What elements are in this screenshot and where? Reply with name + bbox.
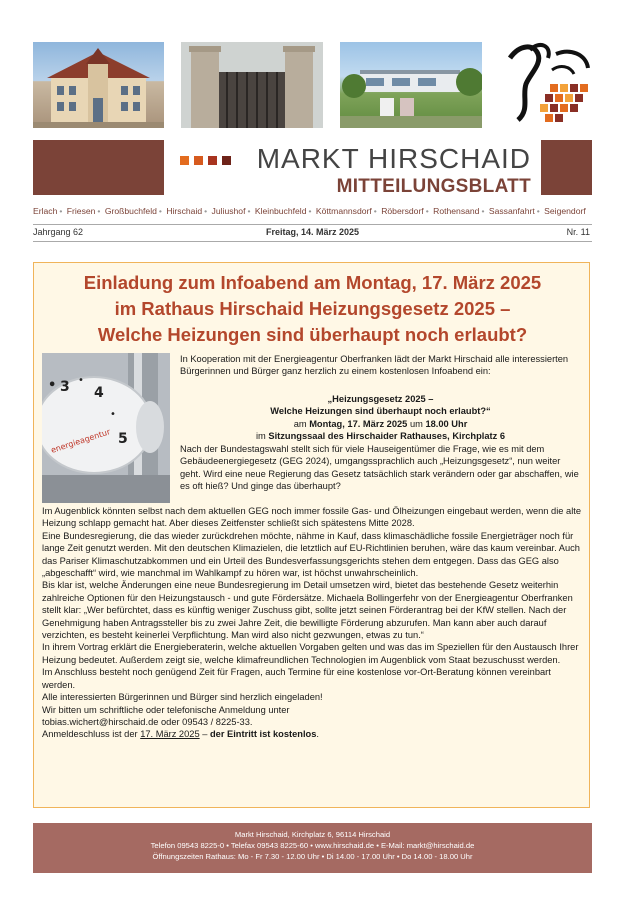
place: Köttmannsdorf [315, 206, 372, 216]
place: Sassanfahrt [488, 206, 535, 216]
place: Rothensand [433, 206, 480, 216]
svg-text:3: 3 [60, 379, 70, 395]
footer-address: Markt Hirschaid, Kirchplatz 6, 96114 Hirschaid [234, 830, 391, 839]
deadline-period: . [316, 729, 319, 740]
event-details [180, 393, 581, 443]
event-when [180, 418, 581, 430]
issue-number: Nr. 11 [566, 227, 590, 237]
photo-town-hall [33, 42, 164, 128]
event-time: 18.00 Uhr [425, 418, 468, 429]
headline-line: Welche Heizungen sind überhaupt noch erlaubt? [97, 324, 528, 345]
event-where-prefix: im [255, 431, 269, 442]
place: Juliushof [211, 206, 246, 216]
issue-info-row [33, 227, 592, 243]
place: Großbuchfeld [104, 206, 157, 216]
place: Kleinbuchfeld [254, 206, 307, 216]
deadline-line [42, 728, 581, 740]
svg-text:•: • [110, 409, 116, 420]
hirschaid-logo [500, 40, 592, 130]
places-list: Erlach • Friesen • Großbuchfeld • Hirschaid • Juliushof • Kleinbuchfeld • Köttmannsdorf • Röbersdorf • Rothensand • Sassanfahrt • Seigendorf [33, 206, 586, 216]
paragraph-1-text: Nach der Bundestagswahl stellt sich für viele Hauseigentümer die Frage, wie es mit dem Gebäudeenergiegesetz (GEG 2024), umgangssprachlich auch „Heizungsgesetz“, nun weiter geht. Wird eine neue Regierung das Gesetz tatsächlich stark verändern oder gar abschaffen, wie es oft hieß? Und ginge das überhaupt? [180, 444, 579, 492]
event-title-line-1: „Heizungsgesetz 2025 – [327, 394, 434, 404]
issue-date: Freitag, 14. März 2025 [265, 227, 360, 237]
intro-paragraph [180, 353, 581, 378]
contact-line: tobias.wichert@hirschaid.de oder 09543 / 8225-33. [42, 716, 253, 727]
headline-line: im Rathaus Hirschaid Heizungsgesetz 2025 – [114, 298, 511, 319]
deadline-free-entry: der Eintritt ist kostenlos [209, 729, 317, 740]
masthead-squares [180, 153, 235, 171]
masthead-title: MARKT HIRSCHAID [256, 143, 531, 174]
deadline-dash: – [199, 729, 210, 740]
paragraph-7: Alle interessierten Bürgerinnen und Bürger sind herzlich eingeladen! [42, 692, 323, 703]
place: Erlach [33, 206, 58, 216]
footer-contact [33, 823, 592, 873]
svg-text:•: • [48, 378, 57, 393]
headline-line: Einladung zum Infoabend am Montag, 17. März 2025 [83, 272, 542, 293]
deadline-prefix: Anmeldeschluss ist der [42, 729, 141, 740]
paragraph-3: Eine Bundesregierung, die das wieder zurückdrehen möchte, nähme in Kauf, dass klimaschädliche fossile Energieträger noch für lange Zeit genutzt werden. Mit den deutschen Klimazielen, die letztlich auf EU-Richtlinien beruhen, wäre das kaum vereinbar. Auch das Pariser Klimaschutzabkommen und ein Urteil des Bundesverfassungsgerichts stehen dem entgegen. Dass das GEG also „abgeschafft“ wird, wie manchmal im Wahlkampf zu hören war, ist höchst unwahrscheinlich. [42, 530, 580, 579]
paragraph-8: Wir bitten um schriftliche oder telefonische Anmeldung unter [42, 704, 290, 715]
paragraph-5: In ihrem Vortrag erklärt die Energieberaterin, welche aktuellen Vorgaben gelten und was das im Speziellen für den Austausch Ihrer Heizung bedeutet. Außerdem zeigt sie, welche klimafreundlichen Technologien im Augenblick vom Staat bezuschusst werden. [42, 642, 579, 665]
place: Seigendorf [544, 206, 586, 216]
photo-gate [181, 42, 323, 128]
article-box [33, 262, 590, 808]
deadline-date: 17. März 2025 [140, 729, 200, 740]
masthead-left-block [33, 140, 164, 195]
event-when-mid: um [407, 418, 426, 429]
event-location: Sitzungssaal des Hirschaider Rathauses, Kirchplatz 6 [268, 431, 506, 442]
footer-opening-hours: Öffnungszeiten Rathaus: Mo - Fr 7.30 - 12.00 Uhr • Di 14.00 - 17.00 Uhr • Do 14.00 - 18.00 Uhr [152, 852, 473, 861]
place: Röbersdorf [381, 206, 424, 216]
event-date: Montag, 17. März 2025 [309, 418, 408, 429]
masthead-right-block [541, 140, 592, 195]
article-headline [34, 270, 591, 348]
article-body [42, 505, 581, 741]
thermostat-label: energieagentur [49, 427, 112, 455]
paragraph-1 [180, 443, 581, 493]
paragraph-4: Bis klar ist, welche Änderungen eine neue Bundesregierung im Detail umsetzen wird, bietet das bestehende Gesetz weiterhin zahlreiche Optionen für den Heizungstausch - und gute Fördersätze. Michaela Bollingerfehr von der Energieagentur Oberfranken stellt klar: „Wer befürchtet, dass es künftig weniger Zuschuss gibt, sollte jetzt seinen Förderantrag bei der KfW stellen. Nach der Genehmigung haben Antragssteller bis zu zwei Jahre Zeit, die bewilligte Förderung abzurufen. Man kann aber auch darauf verzichten, es besteht keinerlei Verpflichtung. Man wird also nicht gezwungen, etwas zu tun.“ [42, 580, 573, 641]
photo-modern-building [340, 42, 482, 128]
event-when-prefix: am [293, 418, 310, 429]
svg-text:•: • [78, 375, 84, 386]
footer-phone-web: Telefon 09543 8225-0 • Telefax 09543 8225-60 • www.hirschaid.de • E-Mail: markt@hirschaid.de [150, 841, 475, 850]
intro-text: In Kooperation mit der Energieagentur Oberfranken lädt der Markt Hirschaid alle interessierten Bürgerinnen und Bürger ganz herzlich zu einem kostenlosen Infoabend ein: [180, 354, 569, 377]
event-title-line-2: Welche Heizungen sind überhaupt noch erlaubt?“ [270, 406, 491, 417]
paragraph-6: Im Anschluss besteht noch genügend Zeit für Fragen, auch Termine für eine kostenlose vor-Ort-Beratung können vereinbart werden. [42, 667, 551, 690]
event-where [180, 430, 581, 442]
masthead-subtitle: MITTEILUNGSBLATT [336, 176, 531, 197]
thermostat-photo [42, 353, 170, 503]
place: Hirschaid [166, 206, 203, 216]
paragraph-2: Im Augenblick könnten selbst nach dem aktuellen GEG noch immer fossile Gas- und Ölheizungen eingebaut werden, wenn die alte Heizung schlapp gemacht hat. Aber dieses Zeitfenster schließt sich spätestens Mitte 2028. [42, 506, 582, 529]
svg-text:4: 4 [94, 385, 104, 401]
issue-volume: Jahrgang 62 [33, 227, 84, 237]
svg-text:5: 5 [118, 431, 128, 447]
place: Friesen [66, 206, 96, 216]
